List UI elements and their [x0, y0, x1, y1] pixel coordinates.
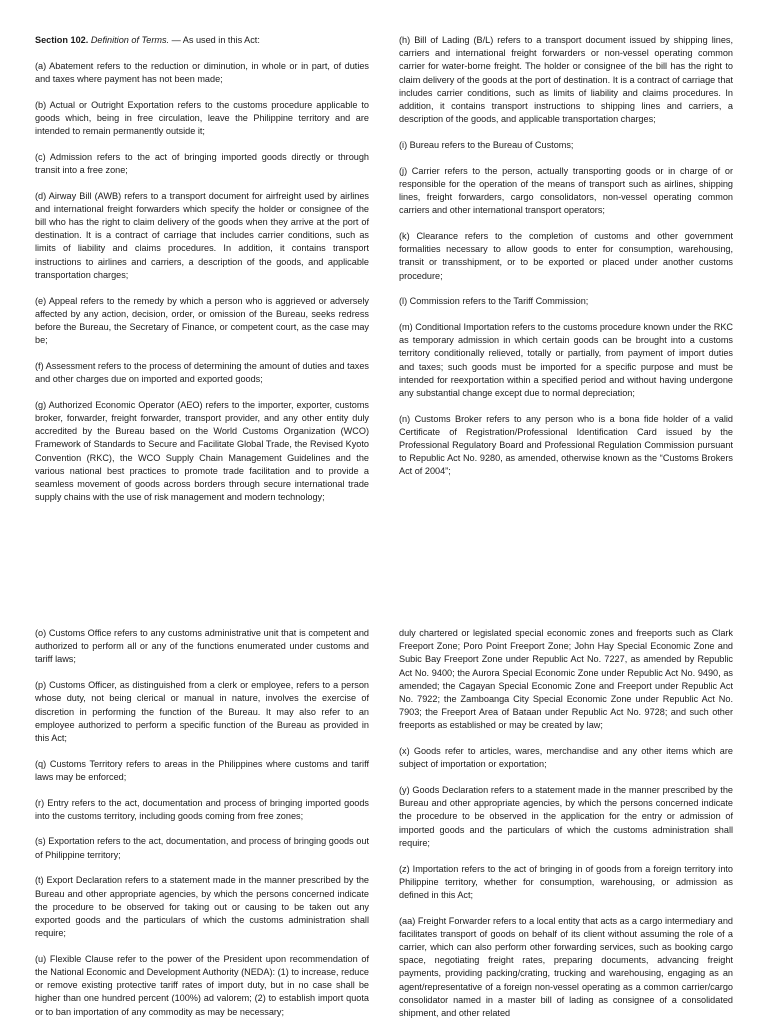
definition-paragraph: (i) Bureau refers to the Bureau of Customs;	[399, 139, 574, 150]
definition-paragraph: (z) Importation refers to the act of bringing in of goods from a foreign territory into Philippine territory, whether for consumption, warehousing, or admission as defined in this Act;	[399, 863, 733, 900]
section-number: Section 102.	[35, 35, 89, 45]
top-page-block	[35, 34, 733, 517]
definition-paragraph: (aa) Freight Forwarder refers to a local entity that acts as a cargo intermediary and facilitates transport of goods on behalf of its client without assuming the role of a carrier, which can also perform other forwarding services, such as booking cargo space, negotiating freight rates, preparing documents, advancing freight payments, providing packing/crating, trucking and warehousing, engaging as an agent/representative of a foreign non-vessel operating as a common carrier/cargo consolidator named in a master bill of lading as consignee of a consolidated shipment, and other related	[399, 915, 733, 1019]
definition-paragraph: (u) Flexible Clause refer to the power of the President upon recommendation of the National Economic and Development Authority (NEDA): (1) to increase, reduce or remove existing protective tariff rates of import duty, but in no case shall be higher than one hundred percent (100%) ad valorem; (2) to establish import quota or to ban importation of any commodity as may be necessary;	[35, 953, 369, 1017]
definition-paragraph: (x) Goods refer to articles, wares, merchandise and any other items which are subject of importation or exportation;	[399, 746, 733, 770]
section-title: Definition of Terms.	[90, 35, 170, 45]
definition-paragraph: (j) Carrier refers to the person, actually transporting goods or in charge of or responsible for the operation of the means of transport such as airlines, shipping lines, freight forwarders, cargo consolidators, non-vessel operating common carriers and other international transport operators;	[399, 165, 733, 216]
definition-paragraph: (d) Airway Bill (AWB) refers to a transport document for airfreight used by airlines and international freight forwarders which specify the holder or consignee of the bill who has the right to claim delivery of the goods when they arrive at the port of destination. It is a contract of carriage that includes carrier conditions, such as limits of liability and claims procedures. In addition, it contains transport instructions to airlines and carriers, a description of the goods, and applicable transportation charges;	[35, 190, 369, 280]
definition-paragraph: (g) Authorized Economic Operator (AEO) refers to the importer, exporter, customs broker, forwarder, freight forwarder, transport provider, and any other entity duly accredited by the Bureau based on the World Customs Organization (WCO) Framework of Standards to Secure and Facilitate Global Trade, the Revised Kyoto Convention (RKC), the WCO Supply Chain Management Guidelines and the various national best practices to promote trade facilitation and to provide a seamless movement of goods across borders through secure international trade supply chains with the use of risk management and modern technology;	[35, 399, 369, 503]
definition-paragraph: (h) Bill of Lading (B/L) refers to a transport document issued by shipping lines, carriers and international freight forwarders or non-vessel operating common carrier for water-borne freight. The holder or consignee of the bill has the right to claim delivery of the goods at the port of destination. It is a contract of carriage that includes carrier conditions, such as limits of liability and claims procedures. In addition, it contains transport instructions to shipping lines and carriers, a description of the goods, and applicable transportation charges;	[399, 35, 733, 125]
definition-paragraph: (a) Abatement refers to the reduction or diminution, in whole or in part, of duties and taxes where payment has not been made;	[35, 60, 369, 84]
definition-paragraph: (m) Conditional Importation refers to the customs procedure known under the RKC as temporary admission in which certain goods can be brought into a customs territory conditionally relieved, totally or partially, from payment of import duties and taxes; such goods must be imported for a specific purpose and must be intended for reexportation within a specified period and without having undergone any substantial change except due to normal depreciation;	[399, 321, 733, 398]
definition-paragraph: (n) Customs Broker refers to any person who is a bona fide holder of a valid Certificate of Registration/Professional Identification Card issued by the Professional Regulatory Board and Professional Regulation Commission pursuant to Republic Act No. 9280, as amended, otherwise known as the “Customs Brokers Act of 2004”;	[399, 413, 733, 477]
top-left-column	[35, 34, 369, 517]
section-heading-paragraph	[35, 34, 369, 47]
definition-paragraph: (r) Entry refers to the act, documentation and process of bringing imported goods into the customs territory, including goods coming from free zones;	[35, 797, 369, 821]
definition-paragraph: (b) Actual or Outright Exportation refers to the customs procedure applicable to goods which, being in free circulation, leave the Philippine territory and are intended to remain permanently outside it;	[35, 99, 369, 137]
definition-paragraph: (y) Goods Declaration refers to a statement made in the manner prescribed by the Bureau and other appropriate agencies, by which the persons concerned indicate the procedure to be observed in the application for the entry or admission of imported goods and the particulars of which the customs administration shall require;	[399, 785, 733, 848]
definition-paragraph: (t) Export Declaration refers to a statement made in the manner prescribed by the Bureau and other appropriate agencies, by which the persons concerned indicate the procedure to be observed for taking out or causing to be taken out any exported goods and the particulars of which the customs administration shall require;	[35, 875, 369, 939]
definition-paragraph: (o) Customs Office refers to any customs administrative unit that is competent and authorized to perform all or any of the functions enumerated under customs and tariff laws;	[35, 628, 369, 665]
top-right-column	[399, 34, 733, 517]
definition-paragraph: (k) Clearance refers to the completion of customs and other government formalities necessary to allow goods to enter for consumption, warehousing, transit or transshipment, or to be exported or placed under another customs procedure;	[399, 230, 733, 281]
definition-paragraph: (e) Appeal refers to the remedy by which a person who is aggrieved or adversely affected by any action, decision, order, or omission of the Bureau, seeks redress before the Bureau, the Secretary of Finance, or competent court, as the case may be;	[35, 295, 369, 346]
bottom-left-column	[35, 627, 369, 1033]
definition-paragraph: (c) Admission refers to the act of bringing imported goods directly or through transit into a free zone;	[35, 151, 369, 175]
definition-paragraph: (p) Customs Officer, as distinguished from a clerk or employee, refers to a person whose duty, not being clerical or manual in nature, involves the exercise of discretion in performing the function of the Bureau. It may also refer to an employee authorized to perform a specific function of the Bureau as provided in this Act;	[35, 680, 369, 743]
definition-paragraph: (q) Customs Territory refers to areas in the Philippines where customs and tariff laws may be enforced;	[35, 758, 369, 782]
definition-paragraph: (l) Commission refers to the Tariff Commission;	[399, 296, 589, 307]
definition-paragraph: duly chartered or legislated special economic zones and freeports such as Clark Freeport Zone; Poro Point Freeport Zone; John Hay Special Economic Zone and Subic Bay Freeport Zone under Republic Act No. 7227, as amended by Republic Act No. 9400; the Aurora Special Economic Zone under Republic Act No. 9490, as amended; the Cagayan Special Economic Zone and Freeport under Republic Act No. 7922; the Zamboanga City Special Economic Zone under Republic Act No. 7903; the Freeport Area of Bataan under Republic Act No. 9728; and such other freeports as established or may be created by law;	[399, 628, 733, 731]
bottom-page-block	[35, 627, 733, 1033]
section-intro: — As used in this Act:	[169, 35, 260, 45]
definition-paragraph: (s) Exportation refers to the act, documentation, and process of bringing goods out of Philippine territory;	[35, 836, 369, 860]
bottom-right-column	[399, 627, 733, 1033]
definition-paragraph: (f) Assessment refers to the process of determining the amount of duties and taxes and other charges due on imported and exported goods;	[35, 360, 369, 385]
